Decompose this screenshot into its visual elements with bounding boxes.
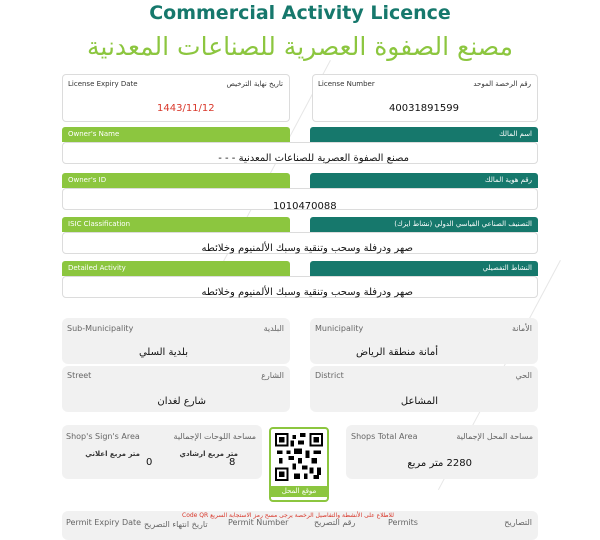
shop-area-value: 2280 متر مربع — [407, 458, 472, 469]
shop-area-label-en: Shops Total Area — [351, 432, 418, 441]
license-expiry-box — [62, 74, 290, 122]
isic-box — [62, 232, 538, 254]
shop-area-label-ar: مساحة المحل الإجمالية — [456, 432, 533, 441]
license-number-box — [312, 74, 538, 122]
owner-id-label-en: Owner's ID — [62, 173, 290, 188]
ad-area-value: 0 — [146, 457, 153, 468]
street-label-ar: الشارع — [261, 371, 284, 380]
license-number-value: 40031891599 — [389, 103, 459, 114]
permit-number-label-en: Permit Number — [228, 518, 289, 527]
permit-expiry-label-ar: تاريخ انتهاء التصريح — [144, 520, 208, 529]
license-expiry-label-en: License Expiry Date — [68, 80, 138, 88]
municipality-value: أمانة منطقة الرياض — [356, 347, 438, 358]
municipality-label-en: Municipality — [315, 324, 364, 333]
signs-area-label-ar: مساحة اللوحات الإجمالية — [173, 432, 256, 441]
owner-name-box — [62, 142, 538, 164]
isic-label-ar: التصنيف الصناعي القياسي الدولي (نشاط ايزك) — [310, 217, 538, 232]
shop-area-box — [346, 425, 538, 479]
detailed-activity-label-en: Detailed Activity — [62, 261, 290, 276]
license-expiry-value: 1443/11/12 — [157, 103, 215, 114]
owner-name-value: مصنع الصفوة العصرية للصناعات المعدنية - - - — [218, 153, 409, 164]
permit-number-label-ar: رقم التصريح — [314, 518, 356, 527]
sub-municipality-value: بلدية السلي — [138, 347, 188, 358]
isic-label-en: ISIC Classification — [62, 217, 290, 232]
guidance-area-label: متر مربع ارشادي — [179, 450, 238, 458]
ad-area-label: متر مربع اعلاني — [85, 450, 140, 458]
qr-code-frame — [269, 427, 329, 502]
municipality-label-ar: الأمانة — [511, 324, 532, 333]
detailed-activity-value: صهر ودرفلة وسحب وتنقية وسبك الألمنيوم وخلائطه — [201, 287, 413, 298]
isic-value: صهر ودرفلة وسحب وتنقية وسبك الألمنيوم وخلائطه — [201, 243, 413, 254]
qr-scan-note: للاطلاع على الأنشطة والتفاصيل الرخصة يرجى مسح رمز الاستجابة السريع Code QR — [182, 512, 394, 519]
qr-code-icon — [275, 433, 323, 481]
owner-name-label-ar: اسم المالك — [310, 127, 538, 142]
permits-label-ar: التصاريح — [504, 518, 532, 527]
signs-area-label-en: Shop's Sign's Area — [66, 432, 140, 441]
detailed-activity-box — [62, 276, 538, 298]
owner-id-label-ar: رقم هوية المالك — [310, 173, 538, 188]
owner-id-box — [62, 188, 538, 210]
owner-id-value: 1010470088 — [273, 201, 337, 212]
license-number-label-en: License Number — [318, 80, 375, 88]
document-title-ar: مصنع الصفوة العصرية للصناعات المعدنية — [87, 32, 513, 61]
district-label-ar: الحي — [515, 371, 532, 380]
street-label-en: Street — [67, 371, 92, 380]
owner-name-label-en: Owner's Name — [62, 127, 290, 142]
license-expiry-label-ar: تاريخ نهاية الترخيص — [226, 80, 283, 88]
permit-expiry-label-en: Permit Expiry Date — [66, 518, 142, 527]
guidance-area-value: 8 — [229, 457, 236, 468]
sub-municipality-label-en: Sub-Municipality — [67, 324, 134, 333]
qr-code-label: موقع المحل — [271, 486, 327, 497]
street-value: شارع لغدان — [157, 396, 206, 407]
document-title-en: Commercial Activity Licence — [149, 2, 451, 24]
sub-municipality-label-ar: البلدية — [263, 324, 284, 333]
district-label-en: District — [315, 371, 344, 380]
license-number-label-ar: رقم الرخصة الموحد — [473, 80, 531, 88]
permits-label-en: Permits — [388, 518, 418, 527]
detailed-activity-label-ar: النشاط التفصيلي — [310, 261, 538, 276]
district-value: المشاعل — [400, 396, 438, 407]
